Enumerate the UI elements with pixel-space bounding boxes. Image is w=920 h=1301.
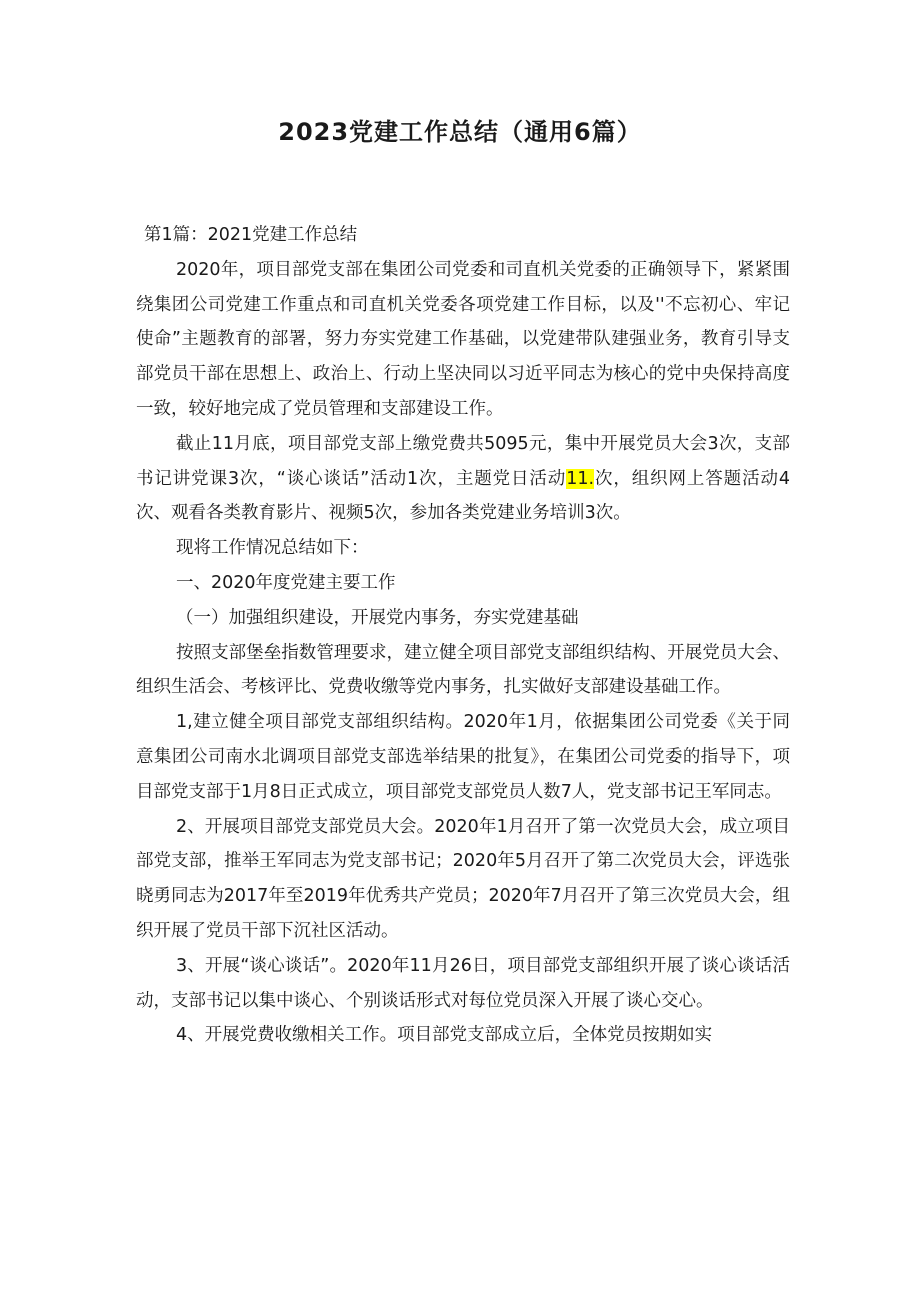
paragraph-item-2: 2、开展项目部党支部党员大会。2020年1月召开了第一次党员大会，成立项目部党支部，推举王军同志为党支部书记；2020年5月召开了第二次党员大会，评选张晓勇同志为2017年至2019年优秀共产党员；2020年7月召开了第三次党员大会，组织开展了党员干部下沉社区活动。 <box>136 816 790 941</box>
highlighted-text: 11. <box>566 468 595 489</box>
paragraph-summary-lead: 现将工作情况总结如下： <box>176 538 369 559</box>
heading-section-one: 一、2020年度党建主要工作 <box>176 572 396 593</box>
paragraph-fortress-index: 按照支部堡垒指数管理要求，建立健全项目部党支部组织结构、开展党员大会、组织生活会、考核评比、党费收缴等党内事务，扎实做好支部建设基础工作。 <box>136 642 790 698</box>
statistics-text-after: 次，组织网上答题活动4次、观看各类教育影片、视频5次，参加各类党建业务培训3次。 <box>136 468 790 524</box>
heading-subsection-one: （一）加强组织建设，开展党内事务，夯实党建基础 <box>176 607 579 628</box>
document-title: 2023党建工作总结（通用6篇） <box>278 118 642 146</box>
paragraph-item-1: 1,建立健全项目部党支部组织结构。2020年1月，依据集团公司党委《关于同意集团公司南水北调项目部党支部选举结果的批复》，在集团公司党委的指导下，项目部党支部于1月8日正式成立，项目部党支部党员人数7人，党支部书记王军同志。 <box>136 712 790 802</box>
paragraph-intro: 2020年，项目部党支部在集团公司党委和司直机关党委的正确领导下，紧紧围绕集团公司党建工作重点和司直机关党委各项党建工作目标，以及''不忘初心、牢记使命”主题教育的部署，努力夯实党建工作基础，以党建带队建强业务，教育引导支部党员干部在思想上、政治上、行动上坚决同以习近平同志为核心的党中央保持高度一致，较好地完成了党员管理和支部建设工作。 <box>136 259 790 419</box>
paragraph-item-3: 3、开展“谈心谈话”。2020年11月26日，项目部党支部组织开展了谈心谈话活动，支部书记以集中谈心、个别谈话形式对每位党员深入开展了谈心交心。 <box>136 955 790 1011</box>
paragraph-item-4: 4、开展党费收缴相关工作。项目部党支部成立后，全体党员按期如实 <box>176 1025 713 1046</box>
paragraph-statistics <box>136 427 790 531</box>
statistics-text-before: 截止11月底，项目部党支部上缴党费共5095元，集中开展党员大会3次，支部书记讲党课3次，“谈心谈话”活动1次，主题党日活动 <box>136 433 790 489</box>
document-body <box>136 218 790 1053</box>
section-label: 第1篇：2021党建工作总结 <box>144 225 358 245</box>
